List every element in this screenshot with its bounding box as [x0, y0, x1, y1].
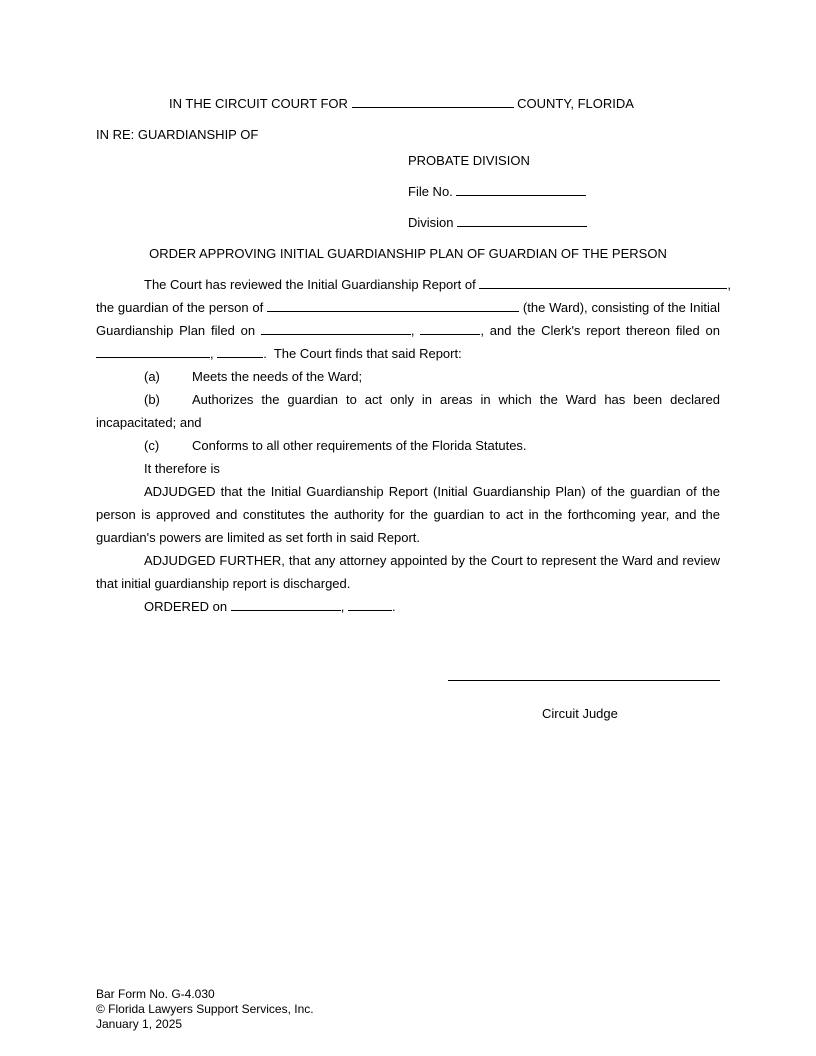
para1-text-d: Guardianship Plan filed on — [96, 323, 256, 338]
item-b-label: (b) — [144, 392, 160, 407]
file-no-label: File No. — [408, 184, 453, 199]
para1-text-c: (the Ward), consisting of the Initial — [522, 300, 720, 315]
form-number: Bar Form No. G-4.030 — [96, 987, 215, 1001]
item-a-label: (a) — [144, 369, 160, 384]
in-re-line: IN RE: GUARDIANSHIP OF — [96, 127, 259, 142]
court-heading — [169, 92, 634, 115]
adjudged-paragraph: ADJUDGED that the Initial Guardianship Report (Initial Guardianship Plan) of the guardian of the person is approved and constitutes the authority for the guardian to act in the forthcoming year, and the guardian's powers are limited as set forth in said Report. — [96, 484, 720, 545]
ward-name-blank[interactable] — [267, 298, 519, 312]
division-line — [408, 211, 587, 234]
judge-signature-line[interactable] — [448, 680, 720, 681]
ordered-on-label: ORDERED on — [144, 599, 228, 614]
para1-text-f: The Court finds that said Report: — [273, 346, 462, 361]
item-c-text: Conforms to all other requirements of the Florida Statutes. — [192, 438, 527, 453]
para1-text-a: The Court has reviewed the Initial Guardianship Report of — [144, 277, 476, 292]
item-c-label: (c) — [144, 438, 160, 453]
report-filed-year-blank[interactable] — [217, 344, 263, 358]
circuit-judge-label: Circuit Judge — [542, 706, 618, 721]
copyright: © Florida Lawyers Support Services, Inc. — [96, 1002, 314, 1016]
file-no-blank[interactable] — [456, 182, 586, 196]
probate-division: PROBATE DIVISION — [408, 153, 530, 168]
order-title: ORDER APPROVING INITIAL GUARDIANSHIP PLAN OF GUARDIAN OF THE PERSON — [149, 246, 667, 261]
ordered-date-blank[interactable] — [231, 597, 341, 611]
para1-line4: , . The Court finds that said Report: — [96, 342, 720, 365]
para1-line1: The Court has reviewed the Initial Guardianship Report of , — [144, 277, 731, 292]
report-filed-date-blank[interactable] — [96, 344, 210, 358]
form-date: January 1, 2025 — [96, 1017, 183, 1031]
ordered-year-blank[interactable] — [348, 597, 392, 611]
para1-text-e: and the Clerk's report thereon filed on — [489, 323, 720, 338]
guardian-name-blank[interactable] — [479, 275, 727, 289]
court-prefix: IN THE CIRCUIT COURT FOR — [169, 96, 348, 111]
ordered-on-line: ORDERED on , . — [144, 599, 396, 614]
adjudged-further-paragraph: ADJUDGED FURTHER, that any attorney appointed by the Court to represent the Ward and review that initial guardianship report is discharged. — [96, 553, 720, 591]
para1-text-b: the guardian of the person of — [96, 300, 264, 315]
division-label: Division — [408, 215, 454, 230]
plan-filed-date-blank[interactable] — [261, 321, 411, 335]
item-a-text: Meets the needs of the Ward; — [192, 369, 363, 384]
footer — [96, 987, 314, 1032]
court-suffix: COUNTY, FLORIDA — [517, 96, 634, 111]
item-b-text: Authorizes the guardian to act only in areas in which the Ward has been declared incapacitated; and — [96, 392, 720, 430]
para1-line3: Guardianship Plan filed on , , and the Clerk's report thereon filed on — [96, 323, 720, 338]
plan-filed-year-blank[interactable] — [420, 321, 480, 335]
division-blank[interactable] — [457, 213, 587, 227]
county-blank[interactable] — [352, 94, 514, 108]
file-no-line — [408, 180, 586, 203]
therefore-line: It therefore is — [144, 461, 220, 476]
para1-line2 — [96, 296, 720, 319]
item-b — [96, 388, 720, 434]
